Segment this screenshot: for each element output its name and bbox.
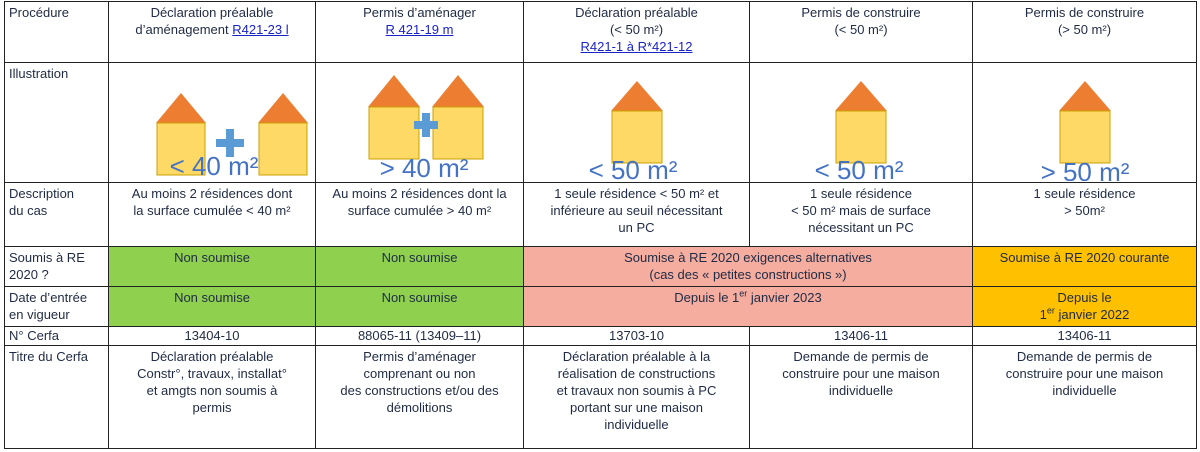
roof-icon (835, 81, 887, 111)
illustration-cell-3 (524, 63, 750, 183)
roof-icon (156, 93, 206, 123)
description-cell-1: Au moins 2 résidences dont la surface cumulée < 40 m² (109, 183, 316, 247)
wall-icon (433, 107, 483, 159)
description-cell-3: 1 seule résidence < 50 m² et inférieure au seuil nécessitant un PC (524, 183, 750, 247)
area-label: < 50 m² (814, 155, 904, 181)
procedure-cell-4 (750, 2, 973, 63)
row-soumis (5, 247, 1197, 287)
description-cell-4: 1 seule résidence < 50 m² mais de surface nécessitant un PC (750, 183, 973, 247)
row-header-description: Description du cas (5, 183, 109, 247)
roof-icon (611, 81, 663, 111)
illustration-cell-5 (973, 63, 1197, 183)
procedure-subtitle: (< 50 m²) (609, 22, 664, 37)
roof-icon (432, 75, 484, 107)
house-icon (527, 63, 747, 181)
row-procedure (5, 2, 1197, 63)
cerfa-number: 13406-11 (750, 327, 973, 346)
cerfa-title-cell-2: Permis d’aménager comprenant ou non des constructions et/ou des démolitions (316, 346, 524, 449)
procedure-cell-5 (973, 2, 1197, 63)
row-cerfa (5, 327, 1197, 346)
status-not-subject: Non soumise (316, 247, 524, 287)
area-label: < 40 m² (169, 151, 259, 181)
house-icon (975, 63, 1195, 181)
status-not-subject: Non soumise (109, 247, 316, 287)
procedure-title: Permis d’aménager (363, 5, 476, 20)
cerfa-number: 88065-11 (13409–11) (316, 327, 524, 346)
row-description (5, 183, 1197, 247)
cerfa-title-cell-5: Demande de permis de construire pour une maison individuelle (973, 346, 1197, 449)
procedures-table (4, 1, 1197, 449)
description-cell-5: 1 seule résidence > 50m² (973, 183, 1197, 247)
row-header-date: Date d’entrée en vigueur (5, 287, 109, 327)
status-alternative-requirements: Soumise à RE 2020 exigences alternatives (cas des « petites constructions ») (524, 247, 973, 287)
cerfa-number: 13406-11 (973, 327, 1197, 346)
procedure-title: Déclaration préalable (150, 5, 274, 20)
row-header-titre: Titre du Cerfa (5, 346, 109, 449)
row-illustration (5, 63, 1197, 183)
date-not-subject: Non soumise (109, 287, 316, 327)
two-houses-icon (112, 63, 312, 181)
procedure-subtitle: (> 50 m²) (1057, 22, 1112, 37)
procedure-cell-3 (524, 2, 750, 63)
roof-icon (258, 93, 308, 123)
roof-icon (368, 75, 420, 107)
procedure-subtitle: (< 50 m²) (834, 22, 888, 37)
cerfa-number: 13404-10 (109, 327, 316, 346)
cerfa-title-cell-1: Déclaration préalable Constr°, travaux, installat° et amgts non soumis à permis (109, 346, 316, 449)
row-date (5, 287, 1197, 327)
description-cell-2: Au moins 2 résidences dont la surface cumulée > 40 m² (316, 183, 524, 247)
date-not-subject: Non soumise (316, 287, 524, 327)
procedure-title: Déclaration préalable (575, 5, 698, 20)
date-2023: Depuis le 1er janvier 2023 (524, 287, 973, 327)
row-header-procedure: Procédure (5, 2, 109, 63)
illustration-cell-2 (316, 63, 524, 183)
wall-icon (259, 123, 307, 175)
date-2022: Depuis le 1er janvier 2022 (973, 287, 1197, 327)
area-label: > 40 m² (379, 153, 468, 181)
legal-reference-link[interactable]: R 421-19 m (385, 22, 454, 37)
house-icon (751, 63, 971, 181)
row-titre (5, 346, 1197, 449)
wall-icon (1060, 111, 1110, 163)
status-standard-requirements: Soumise à RE 2020 courante (973, 247, 1197, 287)
area-label: < 50 m² (588, 155, 677, 181)
wall-icon (369, 107, 419, 159)
roof-icon (1059, 81, 1111, 111)
illustration-cell-4 (750, 63, 973, 183)
procedure-title: Permis de construire (801, 5, 921, 20)
procedure-subtitle: d’aménagement (135, 22, 229, 37)
cerfa-title-cell-3: Déclaration préalable à la réalisation de constructions et travaux non soumis à PC portant sur une maison individuelle (524, 346, 750, 449)
procedure-cell-2 (316, 2, 524, 63)
row-header-cerfa: N° Cerfa (5, 327, 109, 346)
illustration-cell-1 (109, 63, 316, 183)
procedure-cell-1 (109, 2, 316, 63)
row-header-soumis: Soumis à RE 2020 ? (5, 247, 109, 287)
legal-reference-link[interactable]: R421-1 à R*421-12 (580, 39, 693, 54)
cerfa-title-cell-4: Demande de permis de construire pour une maison individuelle (750, 346, 973, 449)
area-label: > 50 m² (1040, 157, 1129, 181)
cerfa-number: 13703-10 (524, 327, 750, 346)
row-header-illustration: Illustration (5, 63, 109, 183)
two-houses-icon (320, 63, 520, 181)
legal-reference-link[interactable]: R421-23 l (232, 22, 289, 37)
procedure-title: Permis de construire (1024, 5, 1145, 20)
